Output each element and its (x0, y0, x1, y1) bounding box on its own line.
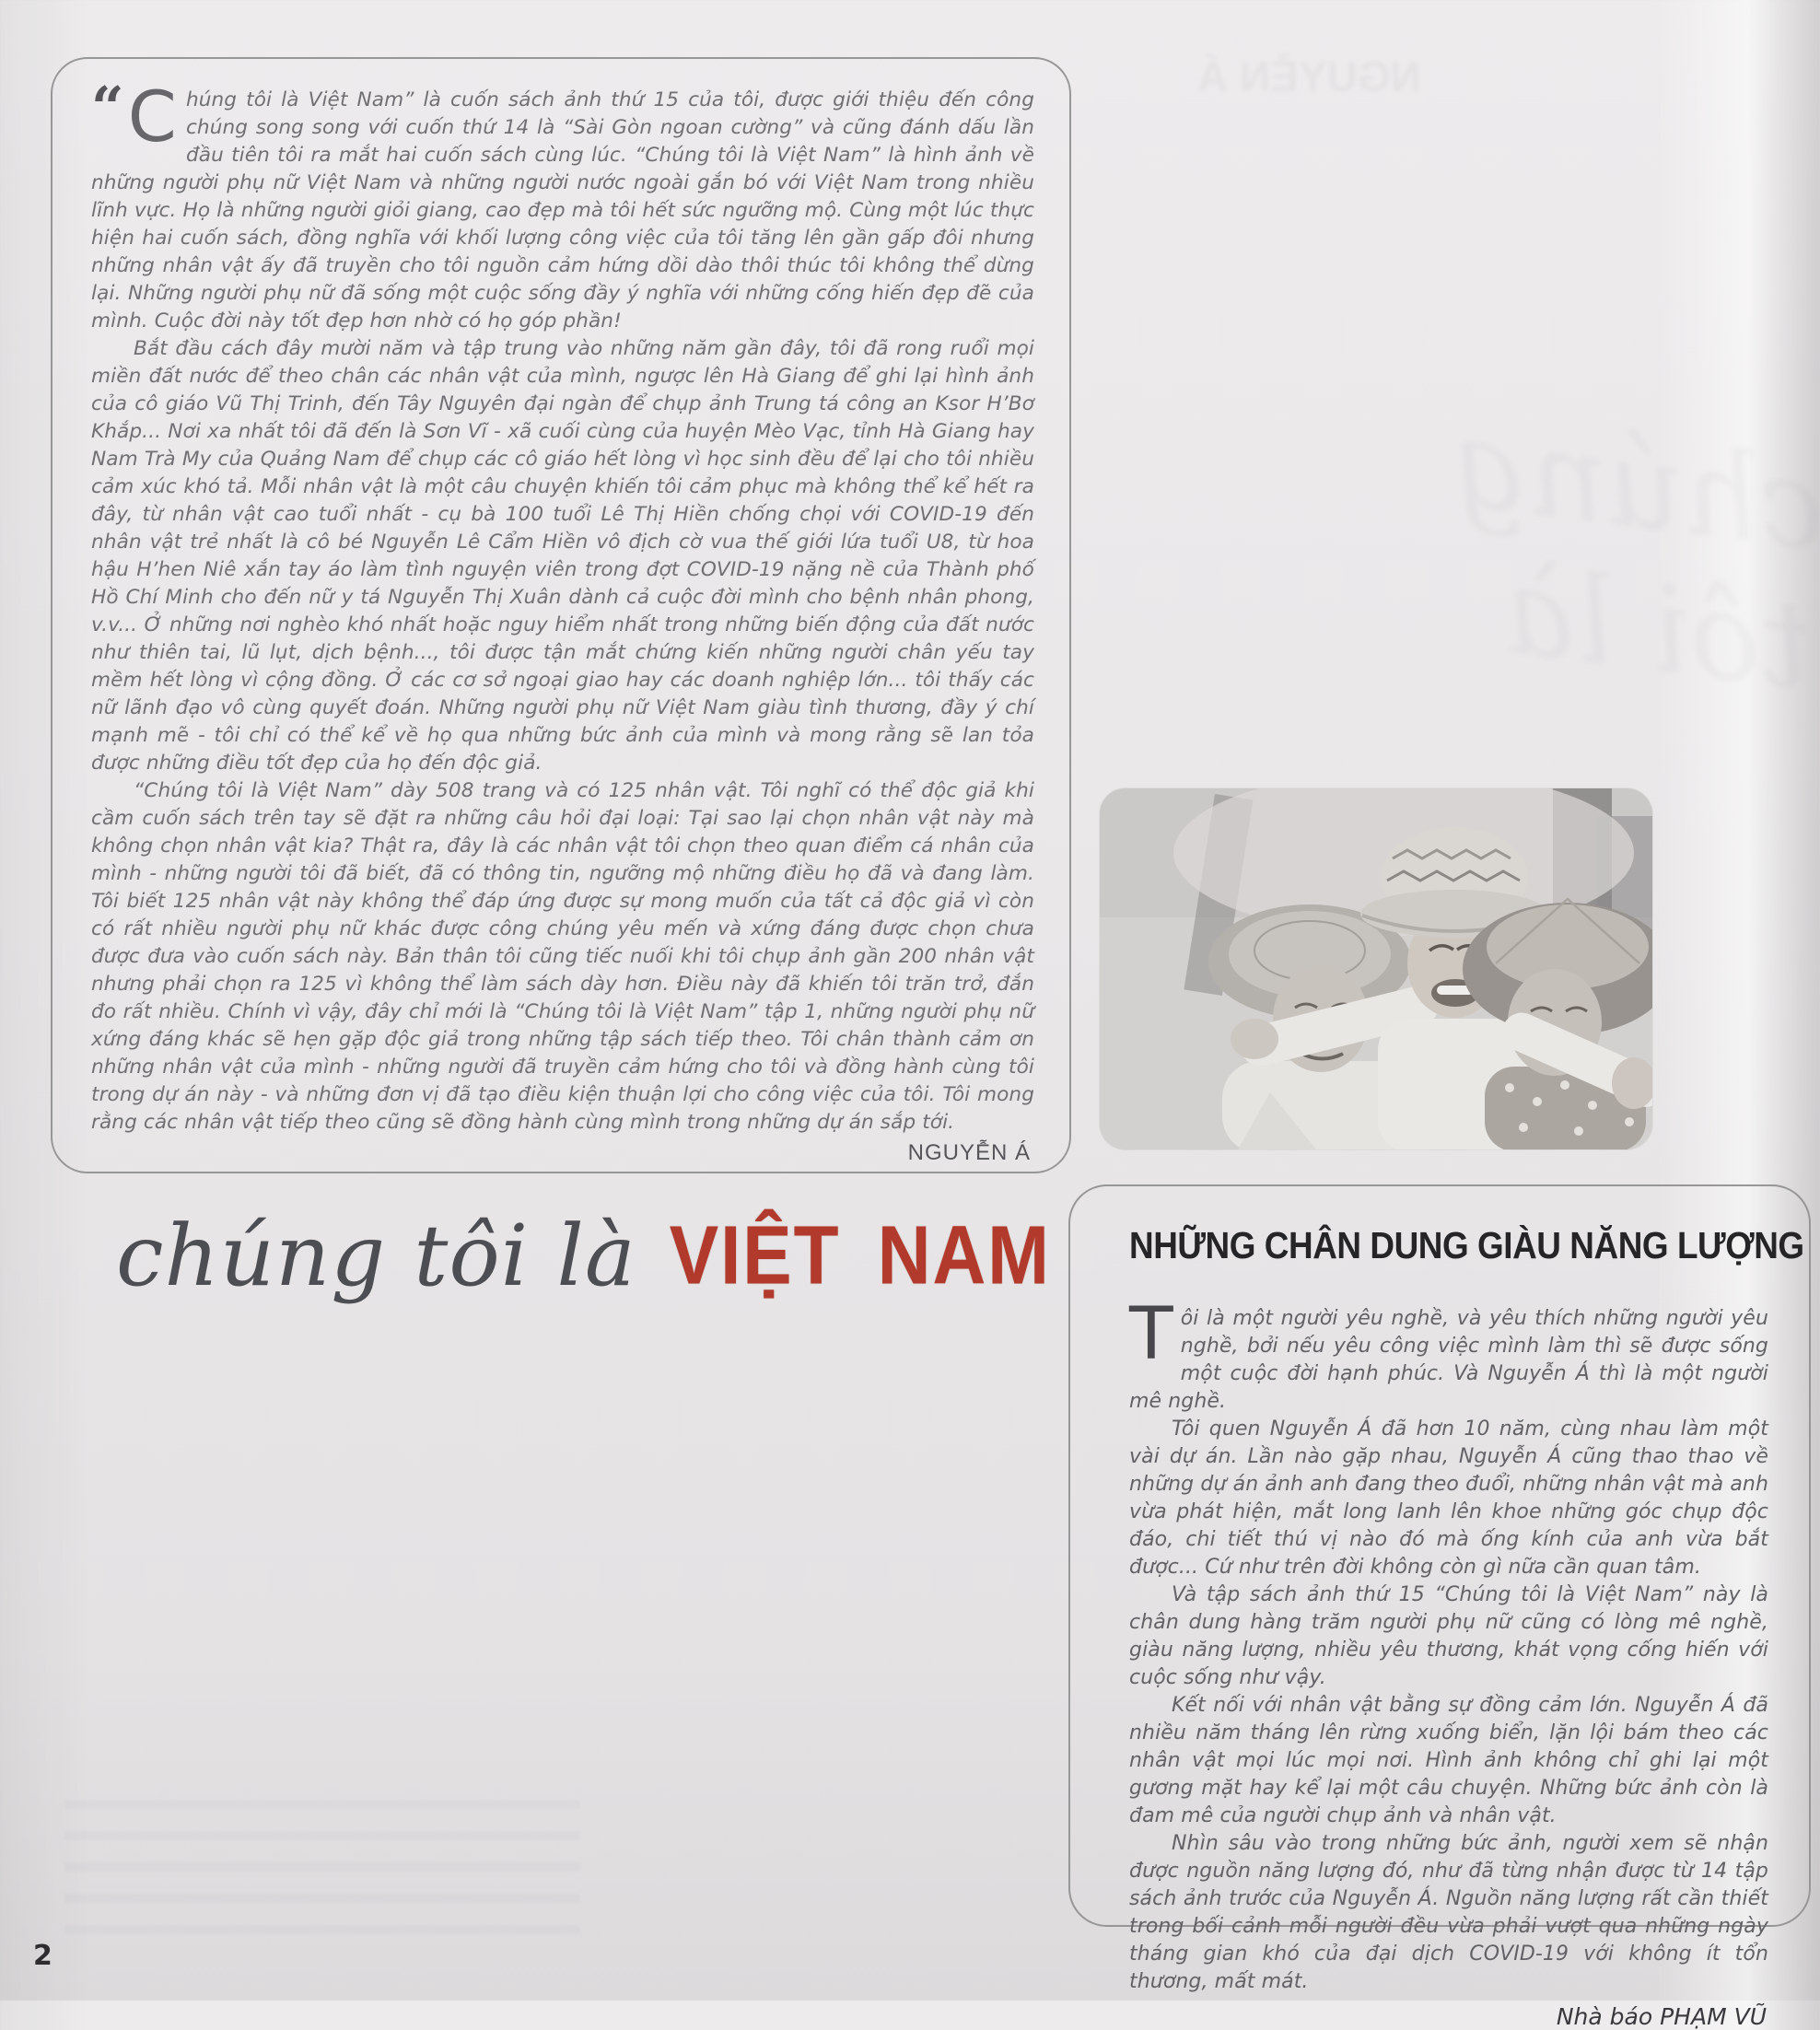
feature-paragraph-4: Kết nối với nhân vật bằng sự đồng cảm lớn. Nguyễn Á đã nhiều năm tháng lên rừng xuống biển, lặn lội bám theo các nhân vật mọi lúc mọi nơi. Hình ảnh không chỉ ghi lại một gương mặt hay kể lại một câu chuyện. Những bức ảnh còn là đam mê của người chụp ảnh và nhân vật. (1129, 1694, 1768, 1828)
bw-photo-three-people (1100, 788, 1652, 1149)
drop-cap-c: C (127, 76, 177, 158)
intro-paragraph-2: Bắt đầu cách đây mười năm và tập trung vào những năm gần đây, tôi đã rong ruổi mọi miền đất nước để theo chân các nhân vật của mình, ngược lên Hà Giang để ghi lại hình ảnh của cô giáo Vũ Thị Trinh, đến Tây Nguyên đại ngàn để chụp ảnh Trung tá công an Ksor H’Bơ Khắp... Nơi xa nhất tôi đã đến là Sơn Vĩ - xã cuối cùng của huyện Mèo Vạc, tỉnh Hà Giang hay Nam Trà My của Quảng Nam để chụp các cô giáo hết lòng vì học sinh đều để lại cho tôi nhiều cảm xúc khó tả. Mỗi nhân vật là một câu chuyện khiến tôi cảm phục mà không thể kể hết ra đây, từ nhân vật cao tuổi nhất - cụ bà 100 tuổi Lê Thị Hiền chống chọi với COVID-19 đến nhân vật trẻ nhất là cô bé Nguyễn Lê Cẩm Hiền vô địch cờ vua thế giới lứa tuổi U8, từ hoa hậu H’hen Niê xắn tay áo làm tình nguyện viên trong đợt COVID-19 nặng nề của Thành phố Hồ Chí Minh cho đến nữ y tá Nguyễn Thị Xuân dành cả cuộc đời mình cho bệnh nhân phong, v.v... Ở những nơi nghèo khó nhất hoặc nguy hiểm nhất trong những biến động của đất nước như thiên tai, lũ lụt, dịch bệnh..., tôi được tận mắt chứng kiến những người chân yếu tay mềm hết lòng vì cộng đồng. Ở các cơ sở ngoại giao hay các doanh nghiệp lớn... tôi thấy các nữ lãnh đạo vô cùng quyết đoán. Những người phụ nữ Việt Nam giàu tình thương, đầy ý chí mạnh mẽ - tôi chỉ có thể kể về họ qua những bức ảnh của mình và mong rằng sẽ lan tỏa được những điều tốt đẹp của họ đến độc giả. (91, 337, 1034, 775)
book-title-accent: VIỆT NAM (669, 1208, 1051, 1301)
intro-paragraph-1 (91, 74, 1034, 335)
feature-article-box (1068, 1184, 1811, 2030)
bleed-through-text: NGUYỄN Á (1197, 52, 1421, 100)
intro-paragraph-1-text: húng tôi là Việt Nam” là cuốn sách ảnh thứ 15 của tôi, được giới thiệu đến công chúng song song với cuốn thứ 14 là “Sài Gòn ngoan cường” và cũng đánh dấu lần đầu tiên tôi ra mắt hai cuốn sách cùng lúc. “Chúng tôi là Việt Nam” là hình ảnh về những người phụ nữ Việt Nam và những người nước ngoài gắn bó với Việt Nam trong nhiều lĩnh vực. Họ là những người giỏi giang, cao đẹp mà tôi hết sức ngưỡng mộ. Cùng một lúc thực hiện hai cuốn sách, đồng nghĩa với khối lượng công việc của tôi tăng lên gần gấp đôi nhưng những nhân vật ấy đã truyền cho tôi nguồn cảm hứng dồi dào thôi thúc tôi không thể dừng lại. Những người phụ nữ đã sống một cuộc sống đầy ý nghĩa với những cống hiến đẹp đẽ của mình. Cuộc đời này tốt đẹp hơn nhờ có họ góp phần! (91, 88, 1034, 332)
author-signature: NGUYỄN Á (907, 1140, 1031, 1165)
feature-paragraph-2: Tôi quen Nguyễn Á đã hơn 10 năm, cùng nhau làm một vài dự án. Lần nào gặp nhau, Nguyễn Á cũng thao thao về những dự án ảnh anh đang theo đuổi, những nhân vật mà anh vừa phát hiện, mắt long lanh lên khoe những góc chụp độc đáo, chi tiết thú vị nào đó mà ống kính của anh vừa bắt được... Cứ như trên đời không còn gì nữa cần quan tâm. (1129, 1418, 1768, 1580)
feature-paragraph-5: Nhìn sâu vào trong những bức ảnh, người xem sẽ nhận được nguồn năng lượng đó, như đã từng nhận được từ 14 tập sách ảnh trước của Nguyễn Á. Nguồn năng lượng rất cần thiết trong bối cảnh mỗi người đều vừa phải vượt qua những ngày tháng gian khó của đại dịch COVID-19 với không ít tổn thương, mất mát. (1129, 1832, 1768, 1994)
feature-heading: NHỮNG CHÂN DUNG GIÀU NĂNG LƯỢNG (1129, 1224, 1804, 1266)
intro-paragraph-3: “Chúng tôi là Việt Nam” dày 508 trang và có 125 nhân vật. Tôi nghĩ có thể độc giả khi cầm cuốn sách trên tay sẽ đặt ra những câu hỏi đại loại: Tại sao lại chọn nhân vật này mà không chọn nhân vật kia? Thật ra, đây là các nhân vật tôi chọn theo quan điểm cá nhân của mình - những người tôi đã biết, đã có thông tin, ngưỡng mộ những điều họ đã và đang làm. Tôi biết 125 nhân vật này không thể đáp ứng được sự mong muốn của tất cả độc giả vì còn có rất nhiều người phụ nữ khác được công chúng yêu mến và xứng đáng được chọn chưa được đưa vào cuốn sách này. Bản thân tôi cũng tiếc nuối khi tôi chụp ảnh gần 200 nhân vật nhưng phải chọn ra 125 vì không thể làm sách dày hơn. Điều này đã khiến tôi trăn trở, đắn đo rất nhiều. Chính vì vậy, đây chỉ mới là “Chúng tôi là Việt Nam” tập 1, những người phụ nữ xứng đáng khác sẽ hẹn gặp độc giả trong những tập sách tiếp theo. Tôi chân thành cảm ơn những nhân vật của mình - những người đã truyền cảm hứng cho tôi và đồng hành cùng tôi trong dự án này - và những đơn vị đã tạo điều kiện thuận lợi cho công việc của tôi. Tôi mong rằng các nhân vật tiếp theo cũng sẽ đồng hành cùng mình trong những dự án sắp tới. (91, 779, 1034, 1134)
book-title-script: chúng tôi là (116, 1207, 636, 1305)
page-number: 2 (33, 1940, 52, 1972)
bleed-through-script (1275, 374, 1820, 717)
opening-quote-mark: “ (91, 74, 124, 141)
feature-paragraph-1-text: ôi là một người yêu nghề, và yêu thích những người yêu nghề, bởi nếu yêu công việc mình làm thì sẽ được sống một cuộc đời hạnh phúc. Và Nguyễn Á thì là một người mê nghề. (1129, 1307, 1768, 1414)
intro-text-box (51, 57, 1071, 1173)
bleed-through-artifact (64, 1796, 580, 1934)
journalist-signature: Nhà báo PHẠM VŨ (1556, 2003, 1767, 2030)
feature-paragraph-1 (1129, 1293, 1768, 1416)
book-title (116, 1207, 1074, 1305)
drop-cap-t: T (1129, 1293, 1173, 1377)
feature-paragraph-3: Và tập sách ảnh thứ 15 “Chúng tôi là Việt Nam” này là chân dung hàng trăm người phụ nữ cũng có lòng mê nghề, giàu năng lượng, nhiều yêu thương, khát vọng cống hiến với cuộc sống như vậy. (1129, 1583, 1768, 1690)
